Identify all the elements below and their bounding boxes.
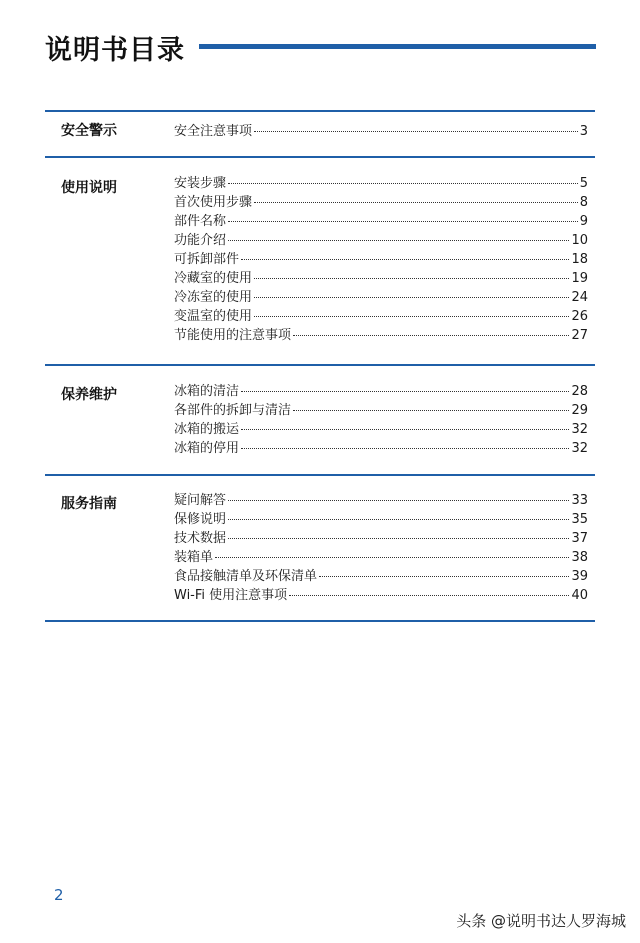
toc-entry-label: 功能介绍 bbox=[174, 233, 227, 248]
toc-entry-page: 29 bbox=[571, 403, 588, 418]
toc-section-maintenance bbox=[45, 364, 595, 474]
toc-entry-page: 28 bbox=[571, 384, 588, 399]
dot-leader bbox=[289, 594, 569, 596]
toc-entry-page: 8 bbox=[579, 195, 588, 210]
toc-entry[interactable] bbox=[174, 307, 588, 326]
toc-entry-label: 冷冻室的使用 bbox=[174, 290, 253, 305]
toc-entry-page: 33 bbox=[571, 493, 588, 508]
toc-entry[interactable] bbox=[174, 382, 588, 401]
toc-entry[interactable] bbox=[174, 288, 588, 307]
dot-leader bbox=[228, 182, 578, 184]
page-title: 说明书目录 bbox=[45, 35, 185, 66]
dot-leader bbox=[293, 334, 569, 336]
toc-entry-page: 3 bbox=[579, 124, 588, 139]
toc-entry-page: 19 bbox=[571, 271, 588, 286]
toc-entry[interactable] bbox=[174, 491, 588, 510]
toc-entry-page: 32 bbox=[571, 441, 588, 456]
table-of-contents bbox=[45, 110, 595, 622]
dot-leader bbox=[254, 201, 578, 203]
page-number: 2 bbox=[54, 886, 64, 904]
toc-section-usage bbox=[45, 156, 595, 364]
toc-entry-label: 变温室的使用 bbox=[174, 309, 253, 324]
section-entries bbox=[174, 382, 588, 458]
toc-entry-label: 安装步骤 bbox=[174, 176, 227, 191]
dot-leader bbox=[228, 518, 569, 520]
toc-section-safety bbox=[45, 110, 595, 156]
section-heading: 服务指南 bbox=[61, 496, 117, 512]
toc-entry-label: 保修说明 bbox=[174, 512, 227, 527]
toc-entry[interactable] bbox=[174, 122, 588, 141]
toc-entry-page: 37 bbox=[571, 531, 588, 546]
toc-entry-label: 冰箱的搬运 bbox=[174, 422, 240, 437]
toc-entry[interactable] bbox=[174, 586, 588, 605]
toc-entry-label: 可拆卸部件 bbox=[174, 252, 240, 267]
toc-entry-label: 冰箱的清洁 bbox=[174, 384, 240, 399]
toc-entry-label: 安全注意事项 bbox=[174, 124, 253, 139]
toc-entry[interactable] bbox=[174, 326, 588, 345]
toc-entry-label: 部件名称 bbox=[174, 214, 227, 229]
section-heading: 使用说明 bbox=[61, 180, 117, 196]
toc-entry-label: 技术数据 bbox=[174, 531, 227, 546]
dot-leader bbox=[241, 447, 569, 449]
section-entries bbox=[174, 491, 588, 605]
dot-leader bbox=[254, 130, 578, 132]
dot-leader bbox=[241, 390, 569, 392]
toc-entry-label: 各部件的拆卸与清洁 bbox=[174, 403, 292, 418]
section-heading: 安全警示 bbox=[61, 123, 117, 139]
section-entries bbox=[174, 122, 588, 141]
toc-entry[interactable] bbox=[174, 567, 588, 586]
dot-leader bbox=[254, 277, 569, 279]
toc-entry-page: 38 bbox=[571, 550, 588, 565]
dot-leader bbox=[228, 239, 569, 241]
dot-leader bbox=[293, 409, 569, 411]
toc-entry-page: 39 bbox=[571, 569, 588, 584]
section-heading: 保养维护 bbox=[61, 387, 117, 403]
toc-entry[interactable] bbox=[174, 250, 588, 269]
toc-entry-label: 食品接触清单及环保清单 bbox=[174, 569, 318, 584]
toc-entry-page: 24 bbox=[571, 290, 588, 305]
dot-leader bbox=[228, 499, 569, 501]
toc-entry-page: 27 bbox=[571, 328, 588, 343]
toc-entry[interactable] bbox=[174, 401, 588, 420]
toc-entry-label: 冰箱的停用 bbox=[174, 441, 240, 456]
toc-entry-page: 18 bbox=[571, 252, 588, 267]
dot-leader bbox=[254, 315, 569, 317]
toc-entry-page: 40 bbox=[571, 588, 588, 603]
toc-entry-label: 装箱单 bbox=[174, 550, 214, 565]
toc-entry-page: 5 bbox=[579, 176, 588, 191]
dot-leader bbox=[215, 556, 569, 558]
toc-entry-label: 节能使用的注意事项 bbox=[174, 328, 292, 343]
toc-entry[interactable] bbox=[174, 193, 588, 212]
toc-entry[interactable] bbox=[174, 529, 588, 548]
toc-entry-page: 9 bbox=[579, 214, 588, 229]
toc-entry-label: 疑问解答 bbox=[174, 493, 227, 508]
section-entries bbox=[174, 174, 588, 345]
toc-entry[interactable] bbox=[174, 420, 588, 439]
toc-entry[interactable] bbox=[174, 231, 588, 250]
toc-entry[interactable] bbox=[174, 174, 588, 193]
toc-entry-page: 32 bbox=[571, 422, 588, 437]
dot-leader bbox=[241, 258, 569, 260]
toc-entry-page: 26 bbox=[571, 309, 588, 324]
toc-entry[interactable] bbox=[174, 212, 588, 231]
dot-leader bbox=[228, 537, 569, 539]
watermark: 头条 @说明书达人罗海城 bbox=[456, 912, 626, 930]
toc-entry-label: 首次使用步骤 bbox=[174, 195, 253, 210]
dot-leader bbox=[241, 428, 569, 430]
dot-leader bbox=[319, 575, 569, 577]
toc-section-service bbox=[45, 474, 595, 622]
toc-entry[interactable] bbox=[174, 548, 588, 567]
dot-leader bbox=[228, 220, 578, 222]
toc-entry-label: 冷藏室的使用 bbox=[174, 271, 253, 286]
toc-entry-label: Wi-Fi 使用注意事项 bbox=[174, 588, 288, 603]
title-rule bbox=[199, 44, 596, 49]
toc-entry[interactable] bbox=[174, 510, 588, 529]
toc-entry-page: 10 bbox=[571, 233, 588, 248]
toc-entry-page: 35 bbox=[571, 512, 588, 527]
toc-entry[interactable] bbox=[174, 269, 588, 288]
dot-leader bbox=[254, 296, 569, 298]
toc-entry[interactable] bbox=[174, 439, 588, 458]
